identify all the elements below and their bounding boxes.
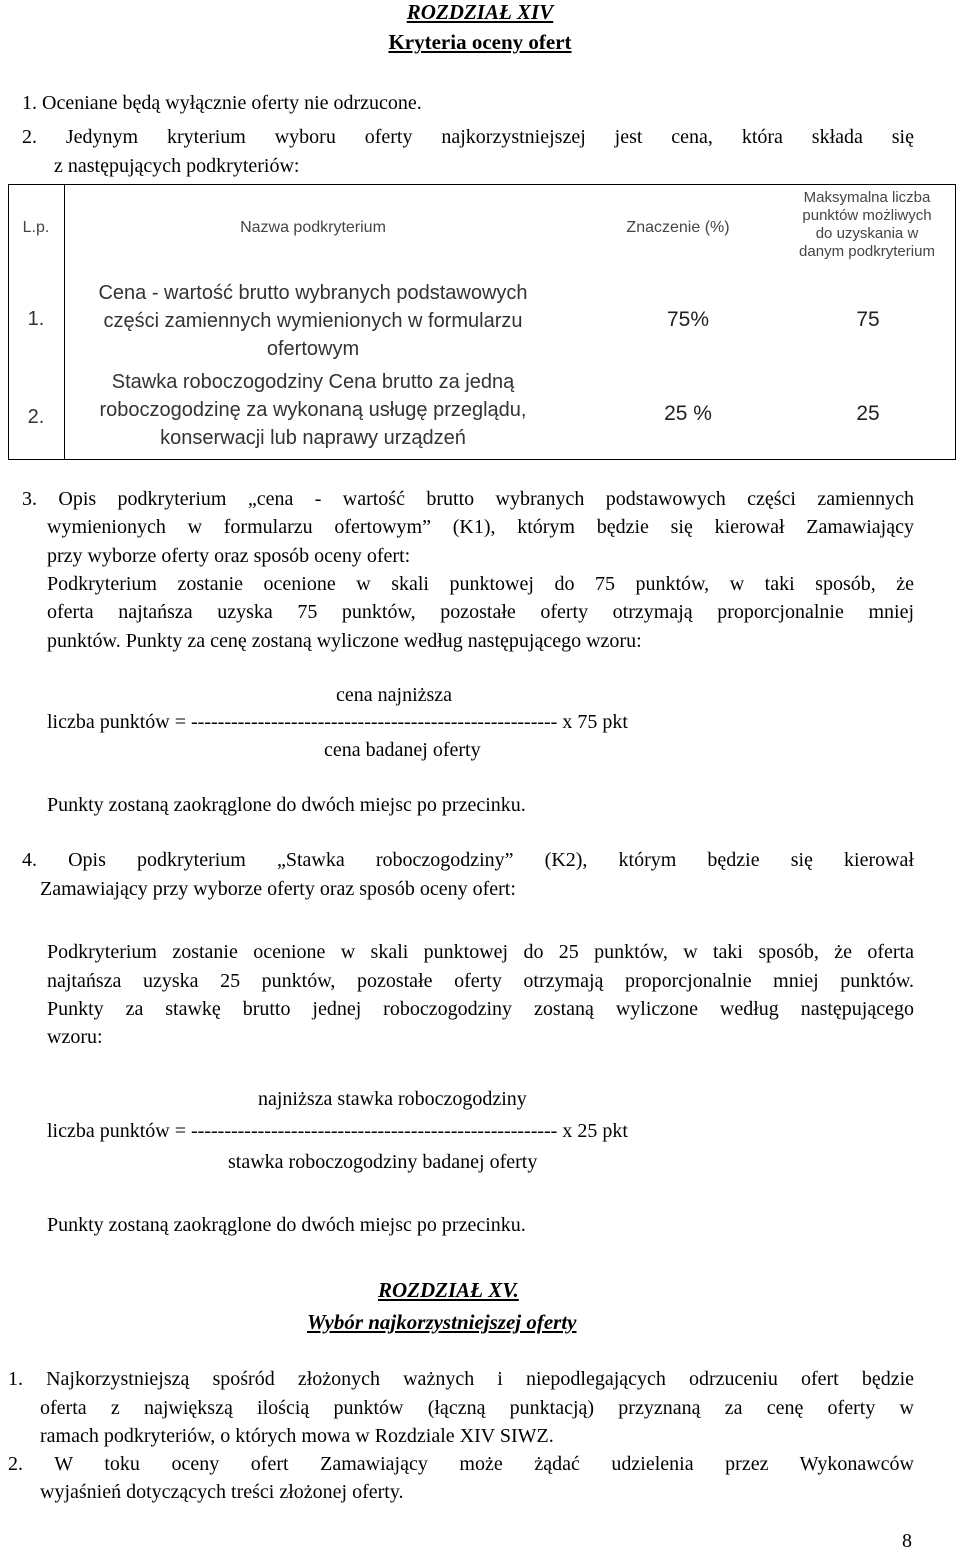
section-3-line-5: oferta najtańsza uzyska 75 punktów, pozostałe oferty otrzymają proporcjonalnie mniej bbox=[47, 601, 914, 623]
section-4-line-2: Zamawiający przy wyborze oferty oraz sposób oceny ofert: bbox=[40, 878, 516, 900]
row-2-name: Stawka roboczogodziny Cena brutto za jedną roboczogodzinę za wykonaną usługę przeglądu, konserwacji lub naprawy urządzeń bbox=[99, 371, 527, 449]
row-1-name: Cena - wartość brutto wybranych podstawowych części zamiennych wymienionych w formularzu ofertowym bbox=[98, 282, 528, 360]
chapter-14-title: ROZDZIAŁ XIV bbox=[406, 0, 554, 24]
section-4-rounding: Punkty zostaną zaokrąglone do dwóch miejsc po przecinku. bbox=[47, 1214, 526, 1236]
header-name: Nazwa podkryterium bbox=[240, 219, 386, 236]
criteria-item-1: 1. Oceniane będą wyłącznie oferty nie odrzucone. bbox=[22, 92, 422, 114]
subcriteria-table bbox=[8, 184, 956, 460]
section-3-line-1: 3. Opis podkryterium „cena - wartość brutto wybranych podstawowych części zamiennych bbox=[22, 488, 914, 510]
formula-2-line: liczba punktów = ------------------------------------------------------- x 25 pkt bbox=[47, 1120, 628, 1142]
section-3-line-2: wymienionych w formularzu ofertowym” (K1), którym będzie się kierował Zamawiający bbox=[47, 516, 914, 538]
formula-1-denominator: cena badanej oferty bbox=[324, 739, 481, 761]
section-4-line-6: wzoru: bbox=[47, 1026, 103, 1048]
page-number: 8 bbox=[902, 1530, 912, 1552]
criteria-item-2-line-2: z następujących podkryteriów: bbox=[54, 155, 300, 177]
section-4-line-3: Podkryterium zostanie ocenione w skali punktowej do 25 punktów, w taki sposób, że oferta bbox=[47, 941, 914, 963]
section-3-line-4: Podkryterium zostanie ocenione w skali punktowej do 75 punktów, w taki sposób, że bbox=[47, 573, 914, 595]
section-3-rounding: Punkty zostaną zaokrąglone do dwóch miejsc po przecinku. bbox=[47, 794, 526, 816]
chapter-15-subtitle: Wybór najkorzystniejszej oferty bbox=[307, 1310, 577, 1334]
section-4-line-5: Punkty za stawkę brutto jednej roboczogodziny zostaną wyliczone według następującego bbox=[47, 998, 914, 1020]
chapter-15-title: ROZDZIAŁ XV. bbox=[378, 1278, 519, 1302]
formula-2-numerator: najniższa stawka roboczogodziny bbox=[258, 1088, 527, 1110]
row-2-weight: 25 % bbox=[664, 402, 712, 425]
row-1-points: 75 bbox=[856, 308, 880, 331]
chapter-15-item-1-line-1: 1. Najkorzystniejszą spośród złożonych ważnych i niepodlegających odrzuceniu ofert będzie bbox=[8, 1368, 914, 1390]
row-2-points: 25 bbox=[856, 402, 880, 425]
chapter-15-item-1-line-3: ramach podkryteriów, o których mowa w Rozdziale XIV SIWZ. bbox=[40, 1425, 554, 1447]
chapter-15-item-1-line-2: oferta z największą ilością punktów (łączną punktacją) przyznaną za cenę oferty w bbox=[40, 1397, 914, 1419]
formula-1-numerator: cena najniższa bbox=[336, 684, 453, 706]
row-2-lp: 2. bbox=[27, 406, 45, 428]
section-3-line-3: przy wyborze oferty oraz sposób oceny ofert: bbox=[47, 545, 411, 567]
section-4-line-1: 4. Opis podkryterium „Stawka roboczogodziny” (K2), którym będzie się kierował bbox=[22, 849, 914, 871]
row-1-weight: 75% bbox=[666, 308, 710, 331]
header-weight: Znaczenie (%) bbox=[626, 219, 730, 236]
chapter-15-item-2-line-1: 2. W toku oceny ofert Zamawiający może żądać udzielenia przez Wykonawców bbox=[8, 1453, 914, 1475]
chapter-15-item-2-line-2: wyjaśnień dotyczących treści złożonej oferty. bbox=[40, 1481, 404, 1503]
section-4-line-4: najtańsza uzyska 25 punktów, pozostałe oferty otrzymają proporcjonalnie mniej punktów. bbox=[47, 970, 914, 992]
formula-2-denominator: stawka roboczogodziny badanej oferty bbox=[228, 1151, 538, 1173]
section-3-line-6: punktów. Punkty za cenę zostaną wyliczone według następującego wzoru: bbox=[47, 630, 642, 652]
criteria-item-2-line-1: 2. Jedynym kryterium wyboru oferty najkorzystniejszej jest cena, która składa się bbox=[22, 126, 914, 148]
chapter-14-subtitle: Kryteria oceny ofert bbox=[388, 30, 572, 54]
row-1-lp: 1. bbox=[27, 308, 45, 330]
header-max-points: Maksymalna liczba punktów możliwych do uzyskania w danym podkryterium bbox=[799, 189, 935, 260]
header-lp: L.p. bbox=[22, 219, 50, 236]
formula-1-line: liczba punktów = ------------------------------------------------------- x 75 pkt bbox=[47, 711, 628, 733]
